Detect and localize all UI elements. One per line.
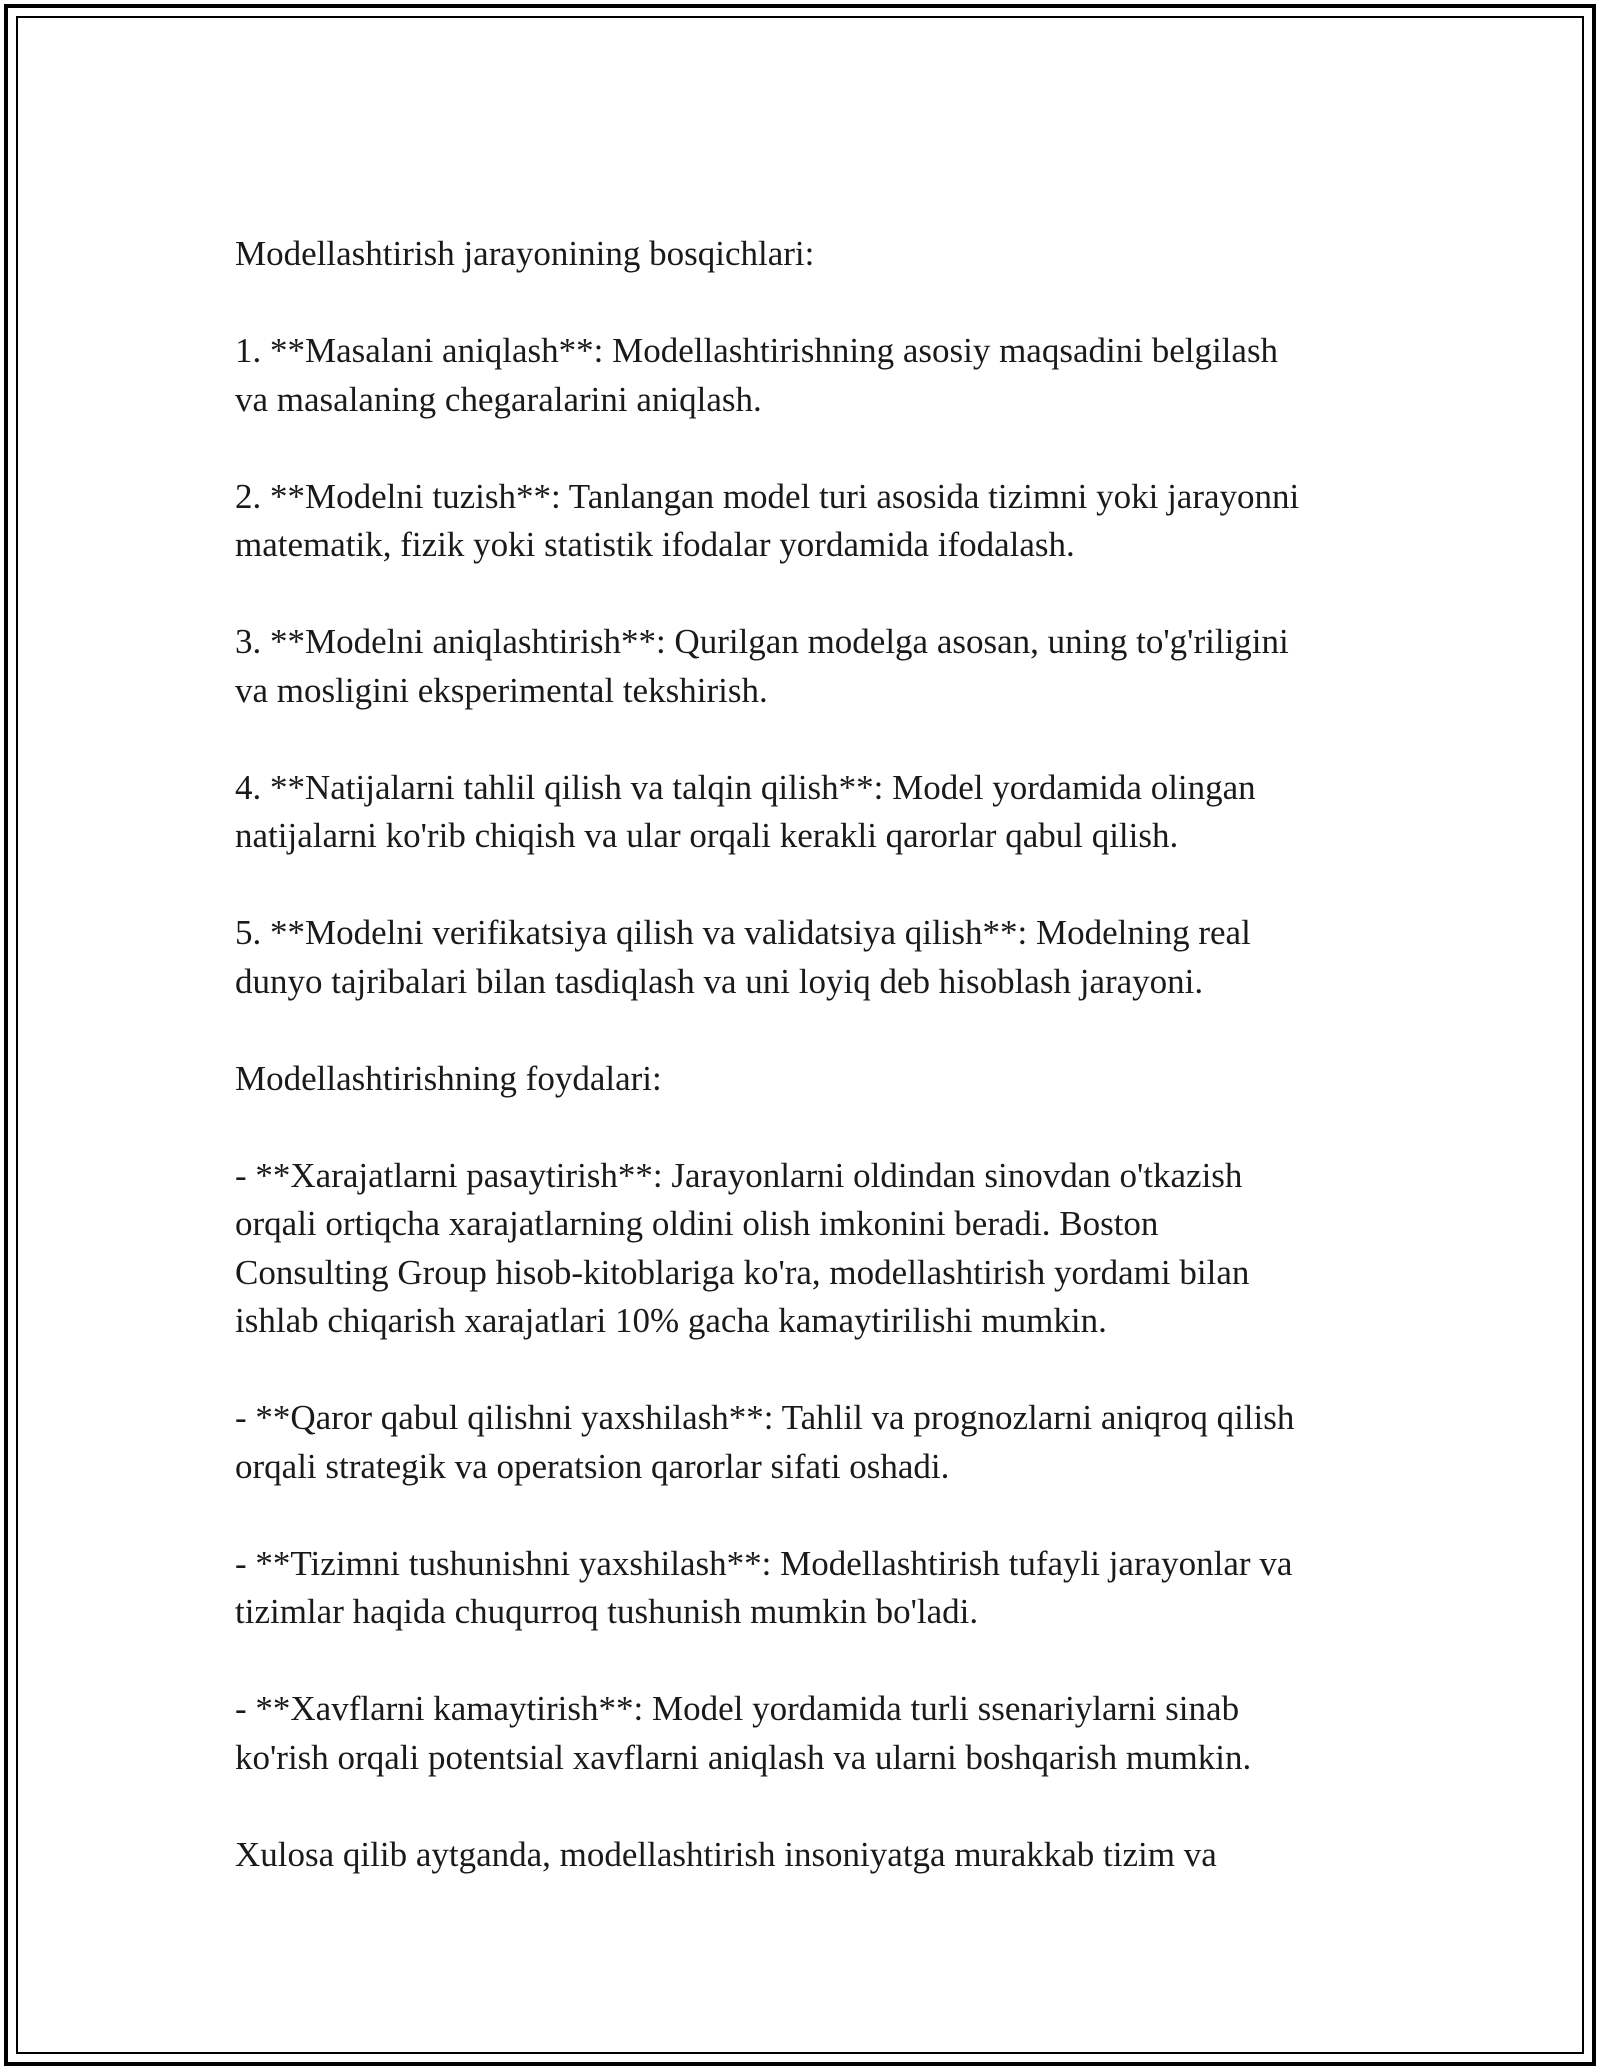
benefit-item-costs [235, 1152, 1385, 1346]
stage-item-5 [235, 909, 1385, 1006]
benefit-understanding-line-1: - **Tizimni tushunishni yaxshilash**: Modellashtirish tufayli jarayonlar va [235, 1543, 1293, 1583]
heading-benefits [235, 1055, 1385, 1104]
heading-stages-text: Modellashtirish jarayonining bosqichlari: [235, 234, 815, 273]
stage-item-3 [235, 618, 1385, 715]
benefit-costs-line-3: Consulting Group hisob-kitoblariga ko'ra, modellashtirish yordami bilan [235, 1252, 1250, 1292]
benefit-decisions-line-2: orqali strategik va operatsion qarorlar sifati oshadi. [235, 1446, 950, 1486]
stage-2-line-2: matematik, fizik yoki statistik ifodalar yordamida ifodalash. [235, 525, 1075, 564]
stage-2-line-1: 2. **Modelni tuzish**: Tanlangan model turi asosida tizimni yoki jarayonni [235, 476, 1300, 516]
benefit-risks-line-2: ko'rish orqali potentsial xavflarni aniqlash va ularni boshqarish mumkin. [235, 1737, 1252, 1777]
conclusion-line-1: Xulosa qilib aytganda, modellashtirish insoniyatga murakkab tizim va [235, 1834, 1217, 1874]
stage-3-line-1: 3. **Modelni aniqlashtirish**: Qurilgan modelga asosan, uning to'g'riligini [235, 622, 1289, 661]
benefit-item-understanding [235, 1540, 1385, 1637]
stage-5-line-1: 5. **Modelni verifikatsiya qilish va validatsiya qilish**: Modelning real [235, 913, 1251, 952]
document-body [235, 230, 1385, 1879]
stage-3-line-2: va mosligini eksperimental tekshirish. [235, 670, 768, 710]
benefit-risks-line-1: - **Xavflarni kamaytirish**: Model yordamida turli ssenariylarni sinab [235, 1689, 1240, 1728]
benefit-costs-line-1: - **Xarajatlarni pasaytirish**: Jarayonlarni oldindan sinovdan o'tkazish [235, 1155, 1243, 1195]
benefit-costs-line-4: ishlab chiqarish xarajatlari 10% gacha kamaytirilishi mumkin. [235, 1301, 1107, 1340]
stage-5-line-2: dunyo tajribalari bilan tasdiqlash va uni loyiq deb hisoblash jarayoni. [235, 961, 1204, 1001]
stage-item-1 [235, 327, 1385, 424]
benefit-item-risks [235, 1685, 1385, 1782]
benefit-costs-line-2: orqali ortiqcha xarajatlarning oldini olish imkonini beradi. Boston [235, 1204, 1159, 1243]
benefit-decisions-line-1: - **Qaror qabul qilishni yaxshilash**: Tahlil va prognozlarni aniqroq qilish [235, 1398, 1295, 1437]
benefit-item-decisions [235, 1394, 1385, 1491]
stage-item-4 [235, 764, 1385, 861]
conclusion-paragraph [235, 1831, 1385, 1880]
benefit-understanding-line-2: tizimlar haqida chuqurroq tushunish mumkin bo'ladi. [235, 1592, 979, 1631]
stage-1-line-2: va masalaning chegaralarini aniqlash. [235, 379, 762, 419]
heading-benefits-text: Modellashtirishning foydalari: [235, 1058, 662, 1098]
stage-1-line-1: 1. **Masalani aniqlash**: Modellashtirishning asosiy maqsadini belgilash [235, 331, 1279, 370]
heading-stages [235, 230, 1385, 279]
stage-4-line-2: natijalarni ko'rib chiqish va ular orqali kerakli qarorlar qabul qilish. [235, 816, 1179, 855]
stage-item-2 [235, 473, 1385, 570]
stage-4-line-1: 4. **Natijalarni tahlil qilish va talqin qilish**: Model yordamida olingan [235, 767, 1256, 807]
